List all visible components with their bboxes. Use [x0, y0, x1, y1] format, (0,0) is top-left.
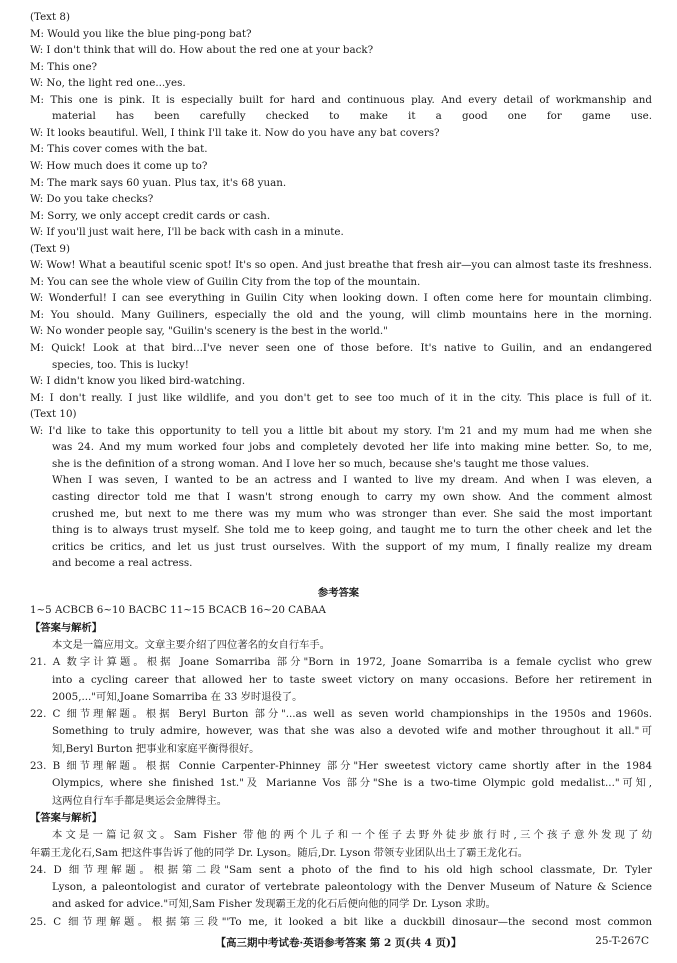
text-line: M: Sorry, we only accept credit cards or cash.: [30, 209, 271, 222]
text-line: When I was seven, I wanted to be an actress and I wanted to live my dream. And when I was eleven, a: [52, 474, 652, 487]
text-line: M: This cover comes with the bat.: [30, 143, 208, 156]
text-line: and become a real actress.: [52, 557, 193, 570]
text-line: critics be critics, and let us just trust ourselves. With the support of my mum, I finally realize my dream: [52, 540, 652, 553]
text-line: 本文是一篇记叙文。Sam Fisher 带他的两个儿子和一个侄子去野外徒步旅行时,三个孩子意外发现了幼: [52, 829, 652, 842]
text-line: M: You can see the whole view of Guilin City from the top of the mountain.: [30, 275, 421, 288]
text-line: 这两位自行车手都是奥运会金牌得主。: [52, 794, 228, 807]
text-line: M: Quick! Look at that bird...I've never seen one of those before. It's native to Guilin, and an endangered: [30, 342, 652, 354]
text-line: M: This one?: [30, 60, 98, 73]
text-line: 21. A 数字计算题。根据 Joane Somarriba 部分"Born in 1972, Joane Somarriba is a female cyclist who grew: [30, 656, 652, 669]
text-line: 【答案与解析】: [30, 621, 103, 634]
text-line: species, too. This is lucky!: [52, 358, 189, 371]
text-line: Olympics, where she finished 1st."及 Marianne Vos 部分"She is a two-time Olympic gold medalist..."可知,: [52, 777, 652, 790]
text-line: W: If you'll just wait here, I'll be back with cash in a minute.: [30, 226, 344, 239]
text-line: crushed me, but next to me there was my mum who was stronger than ever. She said the most important: [52, 507, 652, 520]
text-line: casting director told me that I wasn't strong enough to carry my own show. And the comment almost: [52, 490, 652, 503]
text-line: 23. B 细节理解题。根据 Connie Carpenter-Phinney 部分"Her sweetest victory came shortly after in the 1984: [30, 760, 652, 772]
text-line: W: Do you take checks?: [30, 193, 154, 206]
text-line: (Text 8): [30, 11, 70, 23]
text-line: W: I don't think that will do. How about the red one at your back?: [30, 44, 374, 57]
text-line: material has been carefully checked to make it a good one for game use.: [52, 110, 652, 123]
text-line: W: I'd like to take this opportunity to tell you a little bit about my story. I'm 21 and my mum had me when she: [30, 424, 652, 437]
text-line: W: How much does it come up to?: [30, 159, 208, 172]
text-line: she is the definition of a strong woman. And I love her so much, because she's taught me those values.: [52, 457, 590, 470]
text-line: M: I don't really. I just like wildlife, and you don't get to see too much of it in the city. This place is full of it.: [30, 391, 652, 404]
text-line: and asked for advice."可知,Sam Fisher 发现霸王龙的化石后便向他的同学 Dr. Lyson 求助。: [52, 898, 496, 911]
text-line: W: I didn't know you liked bird-watching.: [30, 375, 246, 388]
text-line: W: It looks beautiful. Well, I think I'll take it. Now do you have any bat covers?: [30, 126, 440, 139]
text-line: Lyson, a paleontologist and curator of vertebrate paleontology with the Denver Museum of Nature & Science: [52, 881, 652, 894]
text-line: W: No wonder people say, "Guilin's scenery is the best in the world.": [30, 325, 388, 338]
footer-code: 25-T-267C: [595, 935, 649, 947]
text-line: 1~5 ACBCB 6~10 BACBC 11~15 BCACB 16~20 CABAA: [30, 604, 326, 617]
text-line: was 24. And my mum worked four jobs and completely devoted her life into making mine better. So, to me,: [52, 441, 652, 454]
text-line: W: Wonderful! I can see everything in Guilin City when looking down. I often come here for mountain climbing.: [30, 292, 652, 305]
text-line: M: The mark says 60 yuan. Plus tax, it's 68 yuan.: [30, 176, 287, 189]
page-footer: [0, 935, 677, 953]
text-line: 【答案与解析】: [30, 811, 103, 824]
text-line: M: Would you like the blue ping-pong bat?: [30, 27, 252, 40]
text-line: W: No, the light red one...yes.: [30, 77, 186, 90]
text-line: M: This one is pink. It is especially built for hard and continuous play. And every detail of workmanship and: [30, 93, 652, 106]
text-line: 24. D 细节理解题。根据第二段"Sam sent a photo of the find to his old high school classmate, Dr. Tyler: [30, 863, 652, 876]
text-line: Something to truly admire, however, was that she was also a devoted wife and mother throughout it all."可: [52, 725, 652, 738]
text-line: 2005,..."可知,Joane Somarriba 在 33 岁时退役了。: [52, 690, 303, 703]
footer-title: 【高三期中考试卷·英语参考答案 第 2 页(共 4 页)】: [215, 937, 462, 949]
text-line: thing is to always trust myself. She told me to keep going, and taught me to turn the other cheek and let the: [52, 524, 652, 537]
text-line: into a cycling career that allowed her to taste sweet victory on many occasions. Before her retirement in: [52, 673, 652, 686]
text-line: (Text 10): [30, 408, 77, 421]
text-line: 22. C 细节理解题。根据 Beryl Burton 部分"...as well as seven world championships in the 1950s and 1960s.: [30, 708, 652, 721]
section-heading: 参考答案: [317, 587, 360, 599]
text-line: 年霸王龙化石,Sam 把这件事告诉了他的同学 Dr. Lyson。随后,Dr. Lyson 带领专业团队出土了霸王龙化石。: [30, 846, 529, 859]
text-line: M: You should. Many Guiliners, especially the old and the young, will climb mountains here in the morning.: [30, 308, 652, 321]
text-line: (Text 9): [30, 242, 70, 255]
text-line: W: Wow! What a beautiful scenic spot! It's so open. And just breathe that fresh air—you can almost taste its freshness.: [30, 259, 652, 272]
text-line: 知,Beryl Burton 把事业和家庭平衡得很好。: [52, 742, 260, 755]
text-line: 25. C 细节理解题。根据第三段"'To me, it looked a bit like a duckbill dinosaur—the second most common: [30, 915, 652, 928]
text-line: 本文是一篇应用文。文章主要介绍了四位著名的女自行车手。: [52, 638, 331, 651]
